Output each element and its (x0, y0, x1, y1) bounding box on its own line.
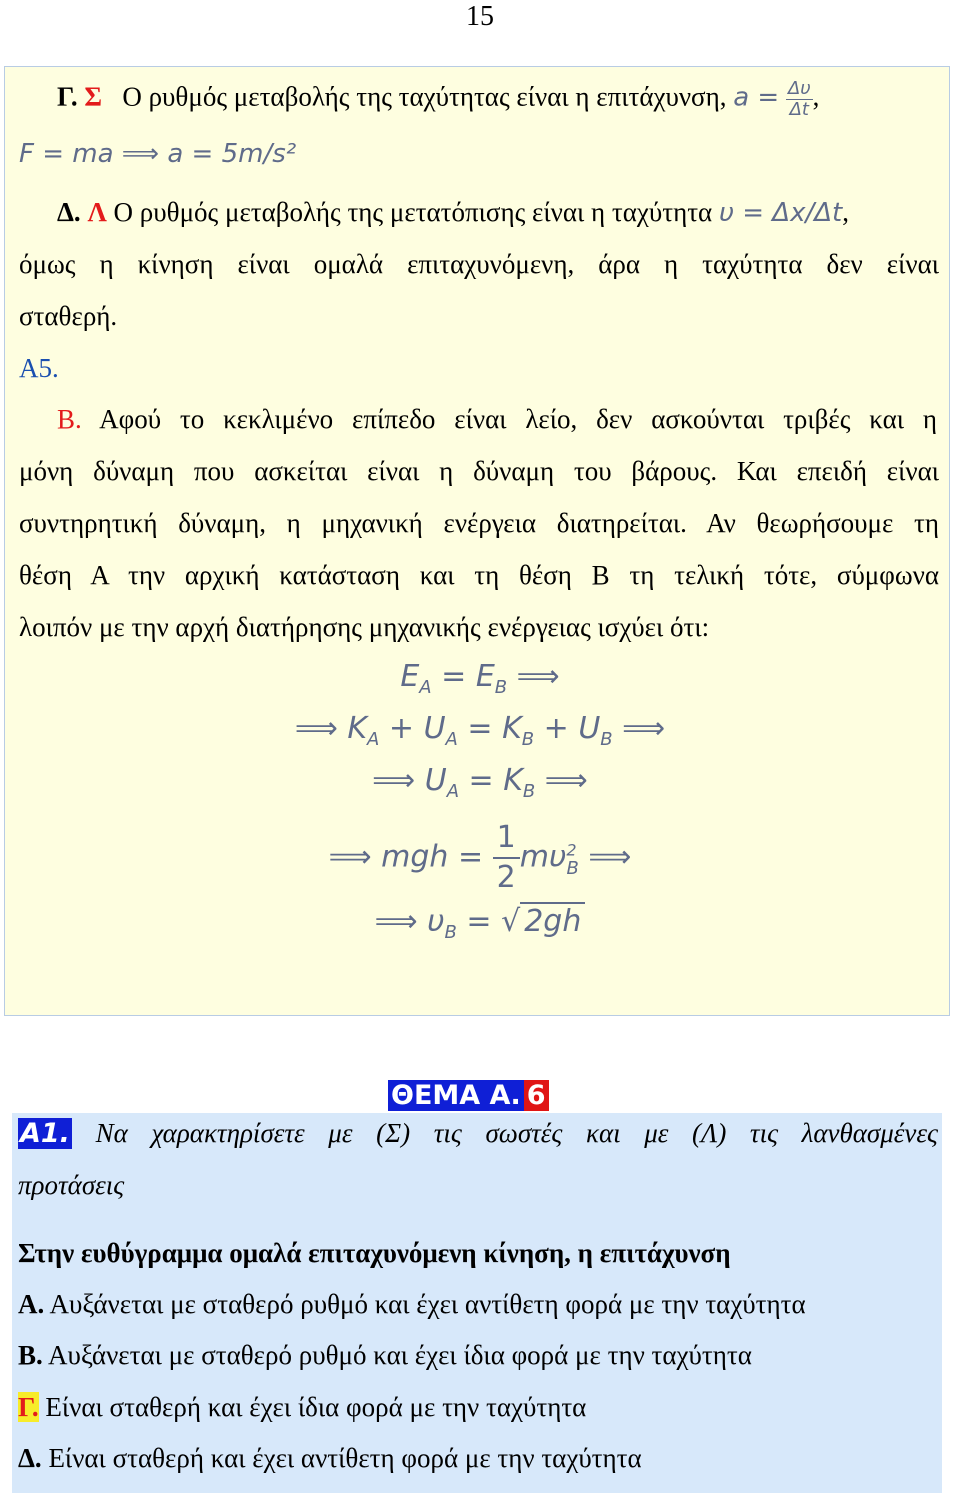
option-d-letter: Δ. (18, 1443, 42, 1473)
answer-g (57, 79, 917, 120)
option-d-text: Είναι σταθερή και έχει αντίθετη φορά με την ταχύτητα (41, 1443, 642, 1473)
answer-g-text: Ο ρυθμός μεταβολής της ταχύτητας είναι η επιτάχυνση, (122, 81, 727, 112)
option-a-letter: Α. (18, 1289, 45, 1319)
question-a1-text: Να χαρακτηρίσετε με (Σ) τις σωστές και με (Λ) τις λανθασμένες (95, 1118, 939, 1148)
answer-b-line5: λοιπόν με την αρχή διατήρησης μηχανικής ενέργειας ισχύει ότι: (19, 612, 710, 642)
answer-b-line1 (57, 402, 937, 436)
answer-d (57, 195, 937, 230)
fraction-numerator: Δυ (787, 78, 811, 99)
question-stem: Στην ευθύγραμμα ομαλά επιταχυνόμενη κίνηση, η επιτάχυνση (18, 1238, 731, 1268)
theme-title (388, 1080, 549, 1112)
theme-number: 6 (524, 1080, 549, 1111)
equation-4-fraction: $\frac{1}{2}$ (493, 819, 520, 897)
option-d (18, 1441, 938, 1475)
answer-g-letter: Γ. (57, 81, 78, 112)
page-number: 15 (466, 1, 494, 32)
fraction-denominator: Δt (789, 99, 809, 120)
equation-1: $E_A = E_B$ ⟹ (400, 659, 560, 698)
answer-d-verdict: Λ (87, 197, 107, 227)
equation-4: ⟹ mgh = $\frac{1}{2}$ $m\upsilon^2_B$ ⟹ (328, 820, 632, 895)
answer-g-formula: a = (733, 82, 780, 113)
answer-a5-label: Α5. (19, 353, 59, 383)
option-a (18, 1287, 938, 1321)
equation-2: ⟹ $K_A + U_A = K_B + U_B$ ⟹ (294, 711, 666, 750)
square-root: 2gh (520, 902, 585, 939)
answer-b-line4: θέση Α την αρχική κατάσταση και τη θέση Β τη τελική τότε, σύμφωνα (19, 560, 939, 590)
answer-b-text1: Αφού το κεκλιμένο επίπεδο είναι λείο, δεν ασκούνται τριβές και η (99, 404, 937, 434)
answer-g-verdict: Σ (84, 81, 103, 112)
option-a-text: Αυξάνεται με σταθερό ρυθμό και έχει αντίθετη φορά με την ταχύτητα (44, 1289, 806, 1319)
option-b-letter: Β. (18, 1340, 43, 1370)
answer-d-text: Ο ρυθμός μεταβολής της μετατόπισης είναι η ταχύτητα (113, 197, 713, 227)
answer-g-formula2: F = ma ⟹ a = 5m/s² (19, 139, 297, 169)
option-b-text: Αυξάνεται με σταθερό ρυθμό και έχει ίδια φορά με την ταχύτητα (42, 1340, 752, 1370)
answer-b-line2: μόνη δύναμη που ασκείται είναι η δύναμη του βάρους. Και επειδή είναι (19, 456, 939, 486)
option-b (18, 1338, 938, 1372)
question-a1-line2: προτάσεις (18, 1170, 125, 1200)
question-a1 (18, 1116, 938, 1151)
theme-title-text: ΘΕΜΑ Α. (388, 1080, 524, 1111)
question-a1-label: Α1. (20, 1118, 70, 1149)
answer-box (4, 66, 950, 1016)
option-c-text: Είναι σταθερή και έχει ίδια φορά με την ταχύτητα (38, 1392, 587, 1422)
answer-d-letter: Δ. (57, 197, 81, 227)
answer-d-line3: σταθερή. (19, 301, 118, 331)
answer-g-fraction (786, 79, 813, 120)
equation-5: ⟹ $\upsilon_B$ = √ 2gh (5, 902, 955, 953)
answer-d-line2: όμως η κίνηση είναι ομαλά επιταχυνόμενη, άρα η ταχύτητα δεν είναι (19, 249, 939, 279)
option-c (18, 1390, 938, 1424)
answer-b-letter: Β. (57, 404, 82, 434)
answer-d-formula: υ = Δx/Δt (718, 198, 843, 228)
option-c-letter: Γ. (18, 1392, 39, 1422)
answer-g-comma: , (812, 81, 820, 112)
equation-3: ⟹ $U_A = K_B$ ⟹ (372, 763, 588, 802)
answer-d-comma: , (842, 197, 849, 227)
answer-b-line3: συντηρητική δύναμη, η μηχανική ενέργεια διατηρείται. Αν θεωρήσουμε τη (19, 508, 939, 538)
